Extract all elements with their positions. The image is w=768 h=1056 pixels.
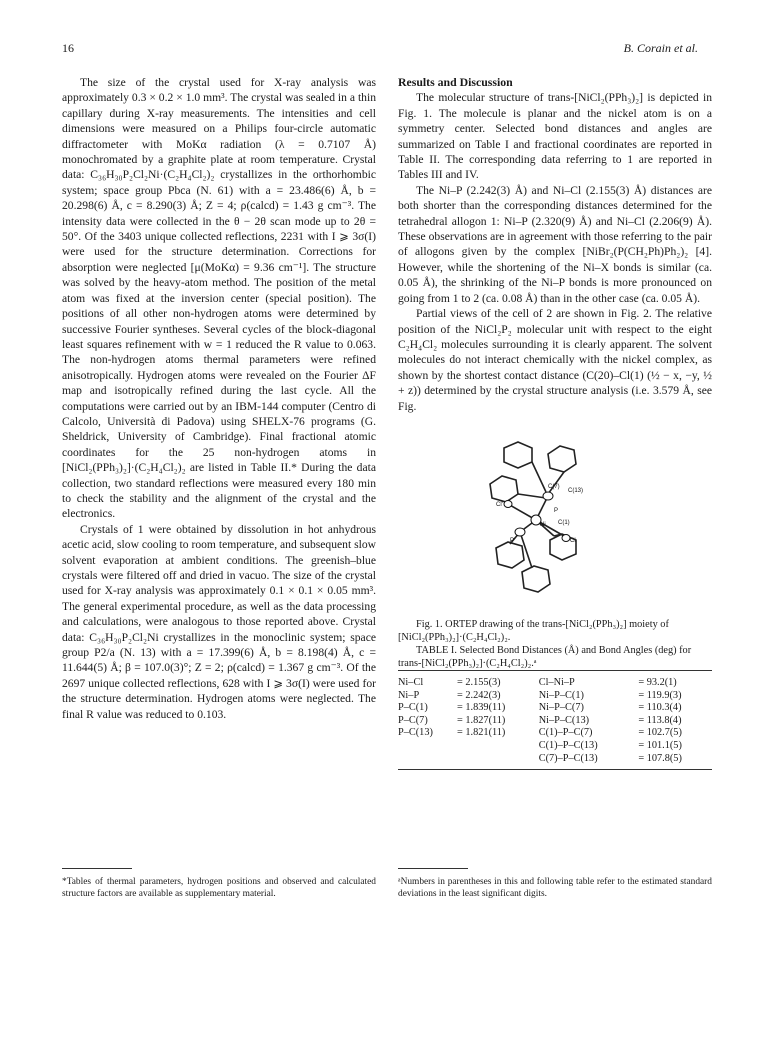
table-caption: TABLE I. Selected Bond Distances (Å) and Bond Angles (deg) for trans-[NiCl₂(PPh₃)₂]·(C₂H₄Cl₂)₂.ᵃ xyxy=(398,644,692,669)
angle-value: = 93.2(1) xyxy=(638,676,677,688)
bond-name: Ni–Cl xyxy=(398,676,424,688)
body-paragraph: The molecular structure of trans-[NiCl₂(PPh₃)₂] is depicted in Fig. 1. The molecule is planar and the nickel atom is on a symmetry center. Selected bond distances and angles are summarized on Table I and fractional coordinates are reported in Table II. The corresponding data referring to 1 are reported in Tables III and IV. xyxy=(398,91,712,182)
table-row xyxy=(398,715,712,728)
bond-value: = 2.155(3) xyxy=(457,676,501,688)
angle-name: Ni–P–C(7) xyxy=(538,702,584,714)
atom-label-p: P xyxy=(554,507,559,514)
table-row xyxy=(398,740,712,753)
angle-name: Ni–P–C(1) xyxy=(538,689,584,701)
body-paragraph: The Ni–P (2.242(3) Å) and Ni–Cl (2.155(3) Å) distances are both shorter than the corresponding distances determined for the tetrahedral allogon 1: Ni–P (2.320(9) Å) and Ni–Cl (2.206(9) Å). These observations are in agreement with those referring to the pair of allogons given by the complex [NiBr₂(P(CH₂Ph)Ph₂)₂ [4]. However, while the shortening of the Ni–X bonds is similar (ca. 0.05 Å), the shrinking of the Ni–P bonds is more pronounced on going from 1 to 2 (ca. 0.08 Å) than in the other case (ca. 0.05 Å). xyxy=(398,183,712,305)
bond-value: = 1.821(11) xyxy=(457,727,506,739)
table-top-rule xyxy=(398,670,712,671)
footnote-rule-right xyxy=(398,868,468,869)
bond-value: = 2.242(3) xyxy=(457,689,501,701)
table-bottom-rule xyxy=(398,769,712,770)
right-column xyxy=(398,75,712,770)
table-row xyxy=(398,677,712,690)
bond-value: = 1.839(11) xyxy=(457,702,506,714)
atom-label-p-prime: P' xyxy=(510,537,516,544)
angle-name: Ni–P–C(13) xyxy=(538,714,590,726)
angle-value: = 107.8(5) xyxy=(638,752,682,764)
footnote-rule-left xyxy=(62,868,132,869)
angle-name: C(7)–P–C(13) xyxy=(538,752,598,764)
angle-name: C(1)–P–C(7) xyxy=(538,727,593,739)
table-row xyxy=(398,753,712,766)
footnote-left: *Tables of thermal parameters, hydrogen positions and observed and calculated structure factors are available as supplementary material. xyxy=(62,877,376,899)
body-paragraph: The size of the crystal used for X-ray analysis was approximately 0.3 × 0.2 × 1.0 mm³. The crystal was sealed in a thin capillary during X-ray measurements. The intensities and cell dimensions were measured on a Philips four-circle automatic diffractometer with MoKα radiation (λ = 0.7107 Å) monochromated by a graphite plate at room temperature. Crystal data: C₃₆H₃₀P₂Cl₂Ni·(C₂H₄Cl₂)₂ crystallizes in the orthorhombic system; space group Pbca (N. 61) with a = 23.486(6) Å, b = 20.298(6) Å, c = 8.290(3) Å; Z = 4; ρ(calcd) = 1.43 g cm⁻³. The intensity data were collected in the θ − 2θ scan mode up to 2θ = 50°. Of the 3403 unique collected reflections, 2231 with I ⩾ 3σ(I) were used for the structure determination. Corrections for absorption were neglected [μ(MoKα) = 9.36 cm⁻¹]. The structure was solved by the heavy-atom method. The position of the metal atom was fixed at the inversion center (special position). The positions of all other non-hydrogen atoms were determined by successive Fourier syntheses. Several cycles of the block-diagonal least squares refinement with w = 1 reduced the R value to 0.063. The non-hydrogen atoms thermal parameters were refined anisotropically. Hydrogen atoms were revealed on the Fourier ΔF map and isotropically refined during the last cycle. All the computations were carried out by an IBM-144 computer (Centro di Calcolo, Università di Padova) using SHELX-76 programs (G. Sheldrick, University of Cambridge). Final fractional atomic coordinates for the 25 non-hydrogen atoms in [NiCl₂(PPh₃)₂]·(C₂H₄Cl₂)₂ are listed in Table II.* During the data collection, two standard reflections were measured every 180 min to check the stability and the alignment of the crystal and the electronics. xyxy=(62,76,376,521)
table-row xyxy=(398,690,712,703)
footnote-right: ᵃNumbers in parentheses in this and following table refer to the estimated standard deviations in the least significant digits. xyxy=(398,877,712,899)
angle-value: = 110.3(4) xyxy=(638,702,682,714)
angle-name: Cl–Ni–P xyxy=(538,676,575,688)
bond-name: P–C(7) xyxy=(398,714,428,726)
bond-table xyxy=(398,677,712,765)
atom-label-cl: Cl xyxy=(570,537,576,544)
angle-value: = 113.8(4) xyxy=(638,714,682,726)
ortep-drawing xyxy=(398,424,712,612)
page-number: 16 xyxy=(62,41,74,55)
angle-value: = 101.1(5) xyxy=(638,739,682,751)
section-heading: Results and Discussion xyxy=(398,75,513,89)
atom-label-c7: C(7) xyxy=(548,483,560,490)
figure-caption: Fig. 1. ORTEP drawing of the trans-[NiCl₂(PPh₃)₂] moiety of [NiCl₂(PPh₃)₂]·(C₂H₄Cl₂)₂. xyxy=(398,618,669,643)
angle-value: = 102.7(5) xyxy=(638,727,682,739)
table-row xyxy=(398,702,712,715)
ortep-figure xyxy=(398,424,712,612)
bond-value: = 1.827(11) xyxy=(457,714,506,726)
bond-name: P–C(13) xyxy=(398,727,433,739)
body-paragraph: Partial views of the cell of 2 are shown in Fig. 2. The relative position of the NiCl₂P₂ molecular unit with respect to the eight C₂H₄Cl₂ molecules surrounding it is clearly apparent. The solvent molecules do not interact chemically with the nickel complex, as shown by the shortest contact distance (C(20)–Cl(1) (½ − x, −y, ½ + z)) determined by the crystal structure analysis (i.e. 3.579 Å, see Fig. xyxy=(398,307,712,413)
atom-label-cl-prime: Cl' xyxy=(496,501,503,508)
running-head: B. Corain et al. xyxy=(623,41,698,55)
atom-label-ni: Ni xyxy=(540,521,546,528)
body-paragraph: Crystals of 1 were obtained by dissolution in hot anhydrous acetic acid, slow cooling to room temperature, and subsequent slow solvent evaporation at ambient conditions. The greenish–blue crystals were filtered off and dried in vacuo. The size of the crystal used for X-ray analysis was approximately 0.1 × 0.1 × 0.05 mm³. The general experimental procedure, as well as the data processing and calculations, were analogous to those reported above. Crystal data: C₃₆H₃₀P₂Cl₂Ni crystallizes in the monoclinic system; space group P2/a (N. 13) with a = 17.399(6) Å, b = 8.198(4) Å, c = 11.644(5) Å; β = 107.0(3)°; Z = 2; ρ(calcd) = 1.367 g cm⁻³. Of the 2697 unique collected reflections, 628 with I ⩾ 3σ(I) were used for the structure determination. Hydrogen atoms were neglected. The final R value was reduced to 0.103. xyxy=(62,522,376,721)
bond-name: Ni–P xyxy=(398,689,420,701)
angle-name: C(1)–P–C(13) xyxy=(538,739,598,751)
atom-label-c1: C(1) xyxy=(558,519,570,526)
table-row xyxy=(398,727,712,740)
atom-label-c13: C(13) xyxy=(568,487,584,494)
angle-value: = 119.9(3) xyxy=(638,689,682,701)
bond-name: P–C(1) xyxy=(398,702,428,714)
left-column xyxy=(62,75,376,722)
